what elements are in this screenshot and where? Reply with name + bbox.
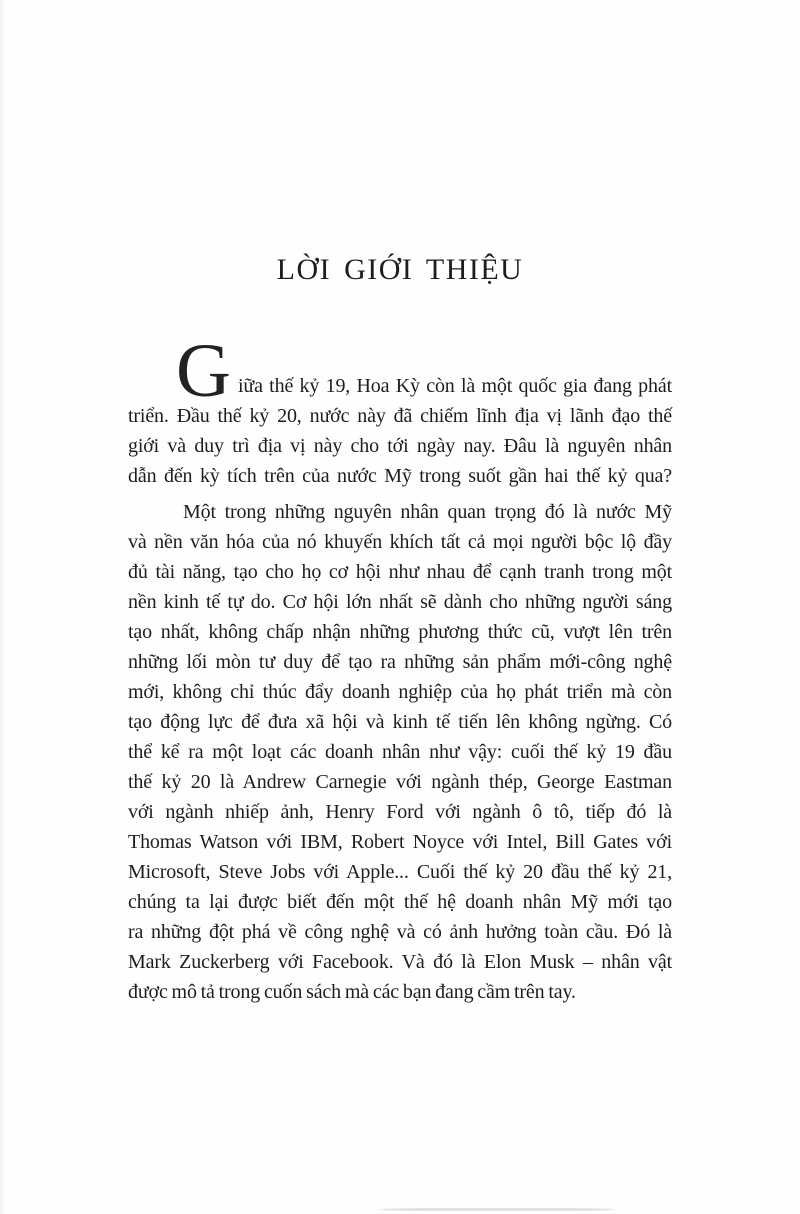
paragraph (128, 497, 672, 1007)
text-line: chúng ta lại được biết đến một thế hệ doanh nhân Mỹ mới tạo (128, 891, 672, 913)
text-line: Thomas Watson với IBM, Robert Noyce với Intel, Bill Gates với (128, 831, 672, 853)
body-text (128, 329, 672, 1007)
page-curl-shadow (380, 1208, 615, 1211)
text-line: thế kỷ 20 là Andrew Carnegie với ngành thép, George Eastman (128, 771, 672, 793)
text-line: giới và duy trì địa vị này cho tới ngày nay. Đâu là nguyên nhân (128, 435, 672, 457)
text-line: thể kể ra một loạt các doanh nhân như vậy: cuối thế kỷ 19 đầu (128, 741, 672, 763)
text-line: tạo nhất, không chấp nhận những phương thức cũ, vượt lên trên (128, 621, 672, 643)
chapter-title: LỜI GIỚI THIỆU (276, 253, 524, 286)
text-line: mới, không chỉ thúc đẩy doanh nghiệp của họ phát triển mà còn (128, 681, 672, 703)
text-line: dẫn đến kỳ tích trên của nước Mỹ trong suốt gần hai thế kỷ qua? (128, 465, 672, 487)
text-line: tạo động lực để đưa xã hội và kinh tế tiến lên không ngừng. Có (128, 711, 672, 733)
dropcap-letter: G (176, 329, 231, 413)
text-line: và nền văn hóa của nó khuyến khích tất cả mọi người bộc lộ đầy (128, 531, 672, 553)
text-line: ra những đột phá về công nghệ và có ảnh hưởng toàn cầu. Đó là (128, 921, 672, 943)
text-line: Mark Zuckerberg với Facebook. Và đó là Elon Musk – nhân vật (128, 951, 672, 973)
text-line (128, 329, 672, 413)
text-line: với ngành nhiếp ảnh, Henry Ford với ngành ô tô, tiếp đó là (128, 801, 672, 823)
text-line: Một trong những nguyên nhân quan trọng đó là nước Mỹ (183, 501, 672, 523)
text-line: những lối mòn tư duy để tạo ra những sản phẩm mới-công nghệ (128, 651, 672, 673)
text-line: Microsoft, Steve Jobs với Apple... Cuối thế kỷ 20 đầu thế kỷ 21, (128, 861, 672, 883)
text-line-content: iữa thế kỷ 19, Hoa Kỳ còn là một quốc gia đang phát (238, 375, 672, 397)
paragraph (128, 329, 672, 491)
text-line: triển. Đầu thế kỷ 20, nước này đã chiếm lĩnh địa vị lãnh đạo thế (128, 405, 672, 427)
text-line: đủ tài năng, tạo cho họ cơ hội như nhau để cạnh tranh trong một (128, 561, 672, 583)
scan-edge-artifact (0, 0, 3, 1214)
text-line: được mô tả trong cuốn sách mà các bạn đang cầm trên tay. (128, 981, 576, 1003)
text-line: nền kinh tế tự do. Cơ hội lớn nhất sẽ dành cho những người sáng (128, 591, 672, 613)
